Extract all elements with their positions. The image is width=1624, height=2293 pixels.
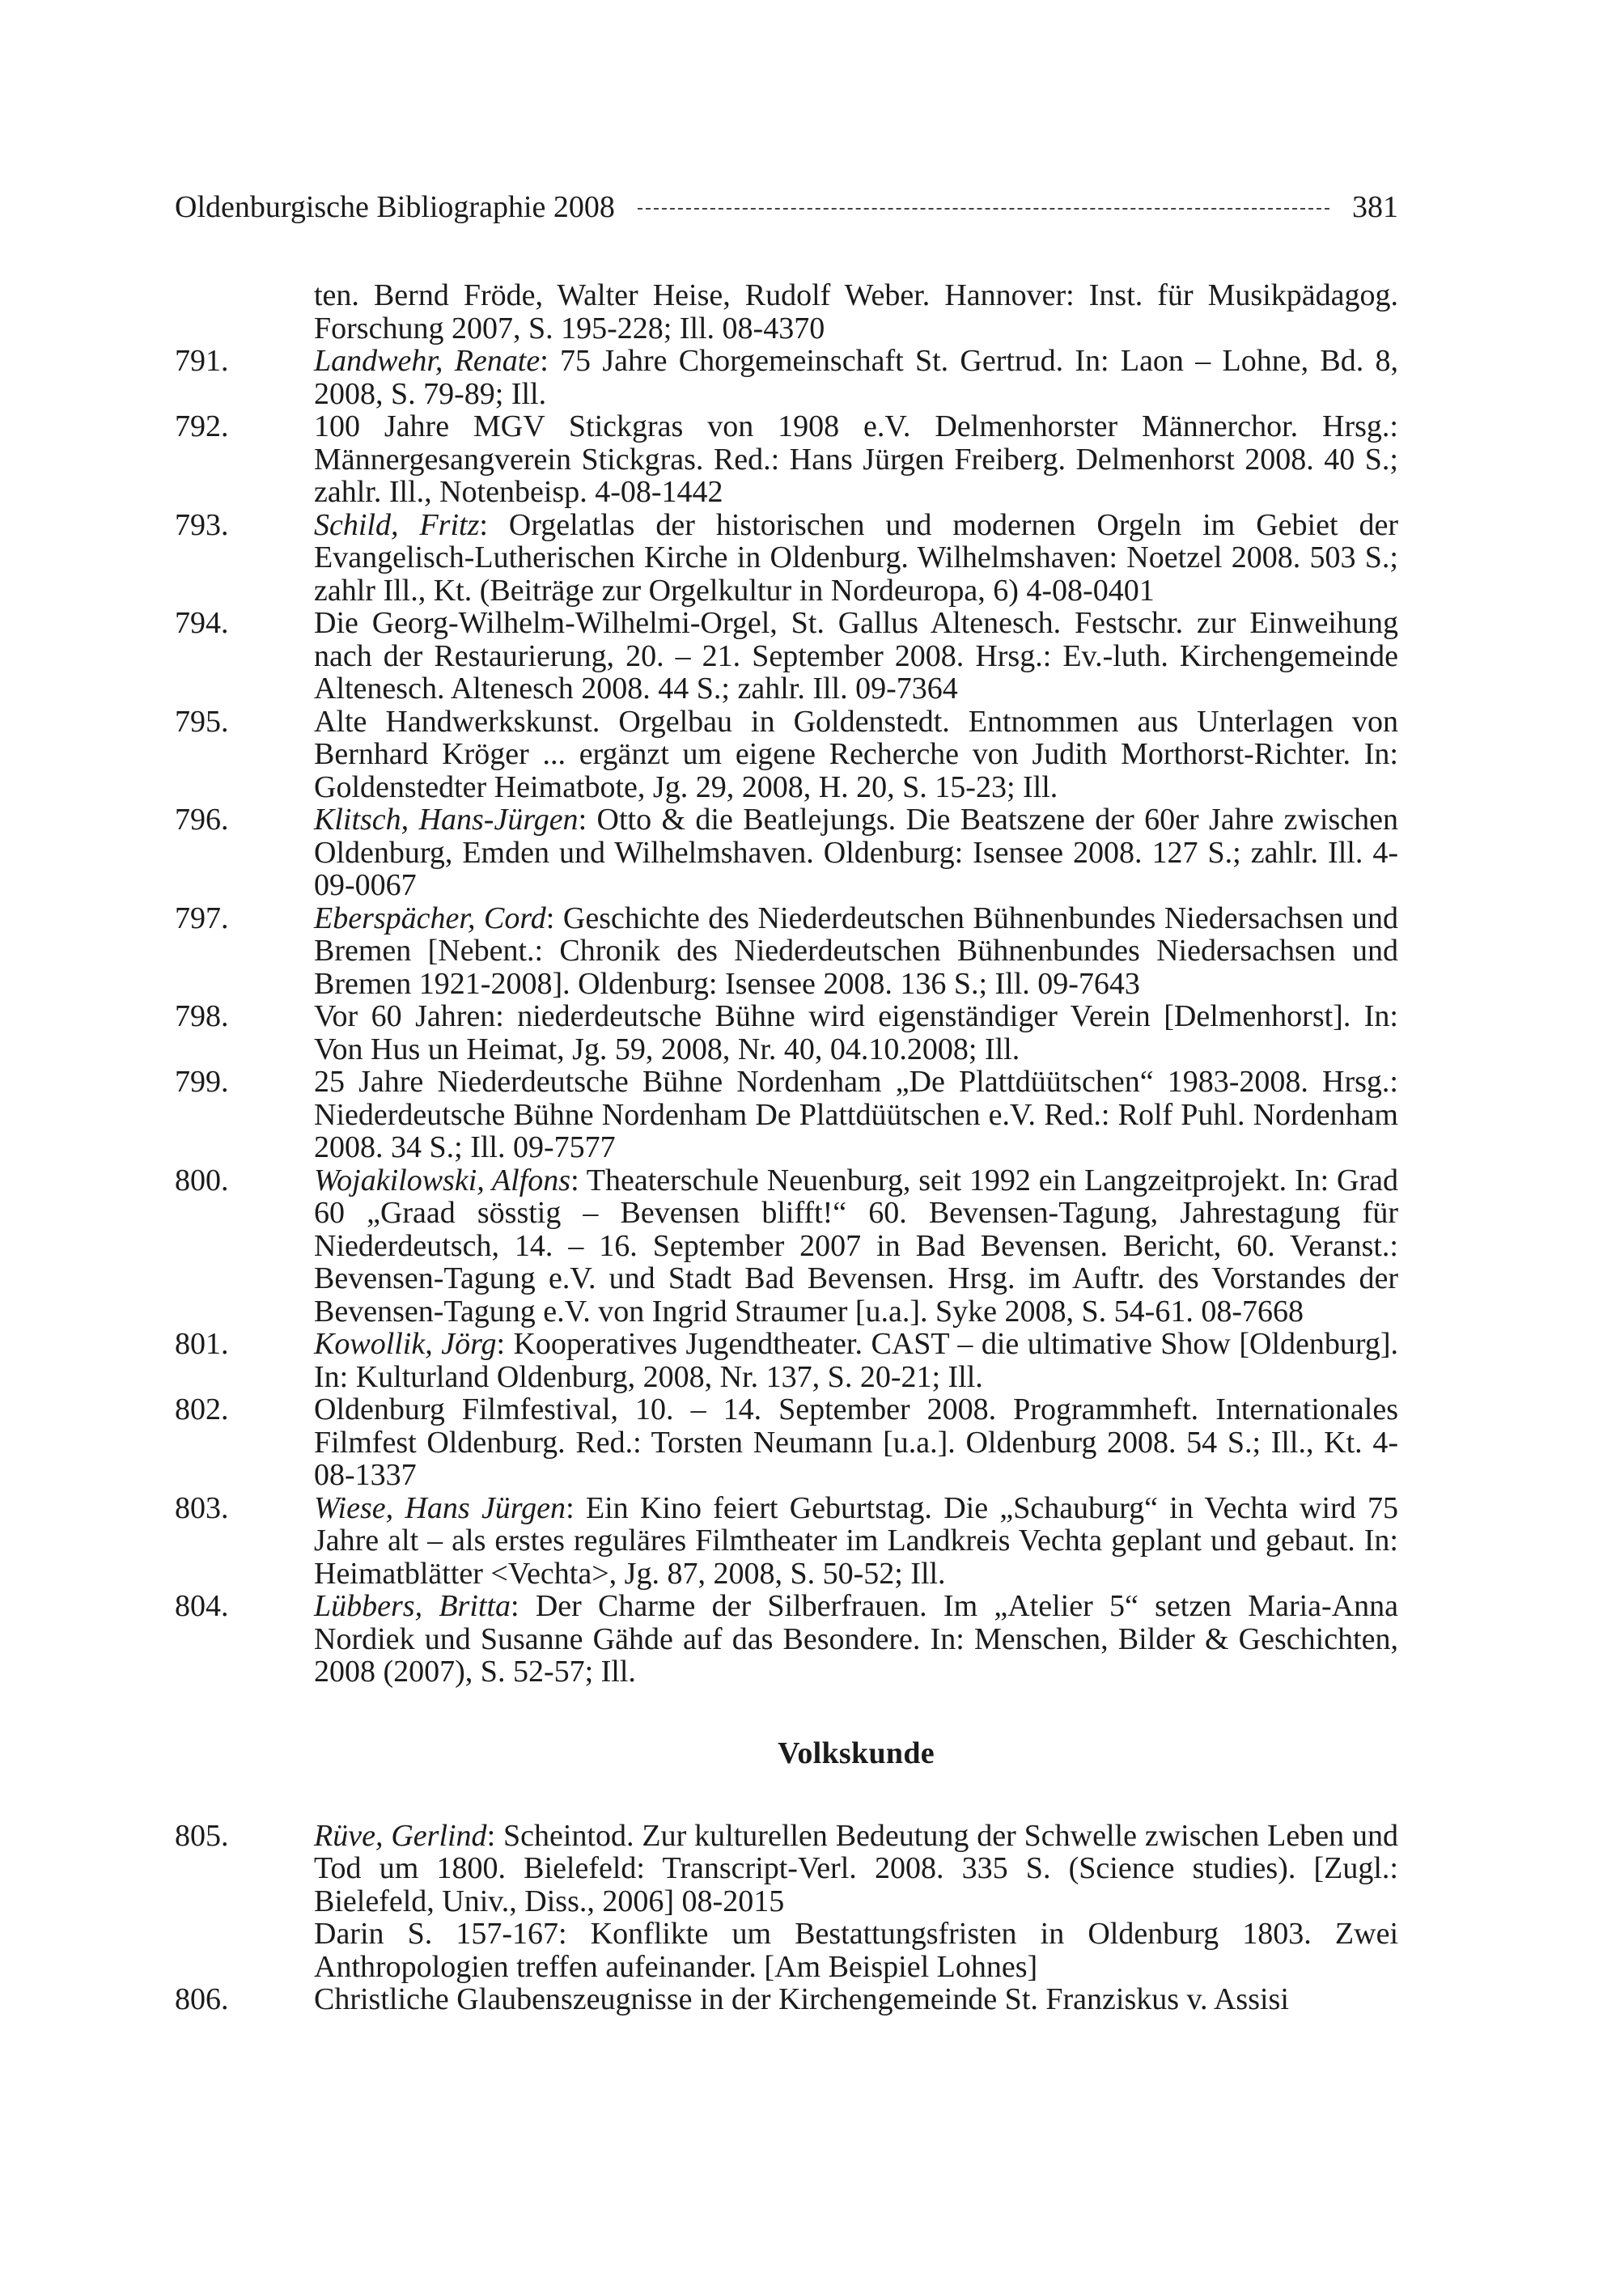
entry-number: 802.	[175, 1392, 229, 1426]
entry-text: Oldenburg Filmfestival, 10. – 14. September 2008. Programmheft. Internationales Filmfest Oldenburg. Red.: Torsten Neumann [u.a.]. Oldenburg 2008. 54 S.; Ill., Kt. 4-08-1337	[314, 1392, 1398, 1492]
entry-text: : Ein Kino feiert Geburtstag. Die „Schauburg“ in Vechta wird 75 Jahre alt – als erstes reguläres Filmtheater im Landkreis Vechta geplant und gebaut. In: Heimatblätter <Vechta>, Jg. 87, 2008, S. 50-52; Ill.	[314, 1490, 1399, 1591]
entry-body	[314, 345, 1398, 410]
entries-group-a	[175, 279, 1398, 1689]
running-header	[175, 183, 1398, 231]
bibliography-entry	[175, 1328, 1398, 1393]
entry-text: Vor 60 Jahren: niederdeutsche Bühne wird eigenständiger Verein [Delmenhorst]. In: Von Hus un Heimat, Jg. 59, 2008, Nr. 40, 04.10.2008; Ill.	[314, 999, 1398, 1066]
entry-number	[175, 279, 314, 345]
entry-body	[314, 1000, 1398, 1066]
entry-body	[314, 902, 1398, 1001]
entry-text: Alte Handwerkskunst. Orgelbau in Goldenstedt. Entnommen aus Unterlagen von Bernhard Kröger ... ergänzt um eigene Recherche von Judith Morthorst-Richter. In: Goldenstedter Heimatbote, Jg. 29, 2008, H. 20, S. 15-23; Ill.	[314, 704, 1398, 804]
bibliography-entry	[175, 902, 1398, 1001]
entry-number: 799.	[175, 1065, 229, 1099]
entry-number: 797.	[175, 901, 229, 935]
entry-text: : Otto & die Beatlejungs. Die Beatszene der 60er Jahre zwischen Oldenburg, Emden und Wilhelmshaven. Oldenburg: Isensee 2008. 127 S.; zahlr. Ill. 4-09-0067	[314, 803, 1398, 902]
entry-body	[314, 706, 1398, 804]
entry-author: Schild, Fritz	[314, 507, 480, 542]
entry-number: 801.	[175, 1327, 229, 1361]
header-rule	[638, 208, 1329, 210]
entry-text: ten. Bernd Fröde, Walter Heise, Rudolf Weber. Hannover: Inst. für Musikpädagog. Forschung 2007, S. 195-228; Ill. 08-4370	[314, 278, 1398, 345]
entry-number: 803.	[175, 1490, 229, 1525]
entry-body	[314, 1820, 1398, 1984]
entry-number: 791.	[175, 344, 229, 378]
bibliography-list	[175, 279, 1398, 2016]
entry-text: : Kooperatives Jugendtheater. CAST – die ultimative Show [Oldenburg]. In: Kulturland Oldenburg, 2008, Nr. 137, S. 20-21; Ill.	[314, 1327, 1398, 1394]
entry-number: 806.	[175, 1982, 229, 2016]
bibliography-entry	[175, 410, 1398, 509]
bibliography-entry	[175, 1983, 1398, 2016]
entry-body	[314, 803, 1398, 902]
bibliography-entry	[175, 1393, 1398, 1492]
entry-body	[314, 1983, 1398, 2016]
entry-text: : Theaterschule Neuenburg, seit 1992 ein Langzeitprojekt. In: Grad 60 „Graad sösstig – Bevensen blifft!“ 60. Bevensen-Tagung, Jahrestagung für Niederdeutsch, 14. – 16. September 2007 in Bad Bevensen. Bericht, 60. Veranst.: Bevensen-Tagung e.V. und Stadt Bad Bevensen. Hrsg. im Auftr. des Vorstandes der Bevensen-Tagung e.V. von Ingrid Straumer [u.a.]. Syke 2008, S. 54-61. 08-7668	[314, 1163, 1398, 1329]
header-title: Oldenburgische Bibliographie 2008	[175, 190, 615, 224]
entry-text: 25 Jahre Niederdeutsche Bühne Nordenham „De Plattdüütschen“ 1983-2008. Hrsg.: Niederdeutsche Bühne Nordenham De Plattdüütschen e.V. Red.: Rolf Puhl. Nordenham 2008. 34 S.; Ill. 09-7577	[314, 1065, 1398, 1164]
entry-number: 794.	[175, 606, 229, 640]
entry-body	[314, 1590, 1398, 1689]
entry-author: Lübbers, Britta	[314, 1589, 511, 1623]
section-heading: Volkskunde	[778, 1736, 935, 1770]
bibliography-entry	[175, 279, 1398, 345]
entry-text: Christliche Glaubenszeugnisse in der Kirchengemeinde St. Franziskus v. Assisi	[314, 1982, 1289, 2016]
entry-body	[314, 607, 1398, 706]
entry-number: 793.	[175, 507, 229, 542]
entry-number: 798.	[175, 999, 229, 1033]
entry-text: : Der Charme der Silberfrauen. Im „Atelier 5“ setzen Maria-Anna Nordiek und Susanne Gähde auf das Besondere. In: Menschen, Bilder & Geschichten, 2008 (2007), S. 52-57; Ill.	[314, 1589, 1399, 1689]
entry-text: : Geschichte des Niederdeutschen Bühnenbundes Niedersachsen und Bremen [Nebent.: Chronik des Niederdeutschen Bühnenbundes Niedersachsen und Bremen 1921-2008]. Oldenburg: Isensee 2008. 136 S.; Ill. 09-7643	[314, 901, 1399, 1001]
entry-author: Landwehr, Renate	[314, 344, 541, 378]
bibliography-entry	[175, 1066, 1398, 1164]
entry-number: 800.	[175, 1163, 229, 1197]
entry-body	[314, 1164, 1398, 1329]
entry-text: : Orgelatlas der historischen und modernen Orgeln im Gebiet der Evangelisch-Lutherischen Kirche in Oldenburg. Wilhelmshaven: Noetzel 2008. 503 S.; zahlr Ill., Kt. (Beiträge zur Orgelkultur in Nordeuropa, 6) 4-08-0401	[314, 507, 1398, 608]
entry-body	[314, 509, 1398, 608]
bibliography-entry	[175, 607, 1398, 706]
bibliography-entry	[175, 1820, 1398, 1984]
bibliography-entry	[175, 509, 1398, 608]
bibliography-entry	[175, 1000, 1398, 1066]
entry-author: Wiese, Hans Jürgen	[314, 1490, 566, 1525]
entry-number: 792.	[175, 409, 229, 443]
entry-number: 804.	[175, 1589, 229, 1623]
entry-author: Kowollik, Jörg	[314, 1327, 497, 1361]
entry-author: Wojakilowski, Alfons	[314, 1163, 571, 1197]
bibliography-entry	[175, 1590, 1398, 1689]
entry-text: Die Georg-Wilhelm-Wilhelmi-Orgel, St. Gallus Altenesch. Festschr. zur Einweihung nach der Restaurierung, 20. – 21. September 2008. Hrsg.: Ev.-luth. Kirchengemeinde Altenesch. Altenesch 2008. 44 S.; zahlr. Ill. 09-7364	[314, 606, 1398, 706]
entries-group-b	[175, 1820, 1398, 2016]
entry-body	[314, 410, 1398, 509]
entry-author: Klitsch, Hans-Jürgen	[314, 803, 579, 837]
entry-author: Eberspächer, Cord	[314, 901, 546, 935]
entry-body	[314, 279, 1398, 345]
entry-number: 795.	[175, 704, 229, 739]
bibliography-entry	[175, 803, 1398, 902]
entry-text: : Scheintod. Zur kulturellen Bedeutung der Schwelle zwischen Leben und Tod um 1800. Bielefeld: Transcript-Verl. 2008. 335 S. (Science studies). [Zugl.: Bielefeld, Univ., Diss., 2006] 08-2015	[314, 1818, 1398, 1918]
entry-body	[314, 1066, 1398, 1164]
entry-text: : 75 Jahre Chorgemeinschaft St. Gertrud. In: Laon – Lohne, Bd. 8, 2008, S. 79-89; Ill.	[314, 344, 1398, 411]
entry-number: 796.	[175, 803, 229, 837]
entry-body	[314, 1492, 1398, 1591]
bibliography-entry	[175, 1492, 1398, 1591]
entry-body	[314, 1328, 1398, 1393]
bibliography-entry	[175, 345, 1398, 410]
entry-author: Rüve, Gerlind	[314, 1818, 487, 1853]
entry-number: 805.	[175, 1818, 229, 1853]
bibliography-entry	[175, 706, 1398, 804]
page-number: 381	[1352, 190, 1398, 224]
entry-note: Darin S. 157-167: Konflikte um Bestattungsfristen in Oldenburg 1803. Zwei Anthropologien treffen aufeinander. [Am Beispiel Lohnes]	[314, 1917, 1398, 1984]
entry-text: 100 Jahre MGV Stickgras von 1908 e.V. Delmenhorster Männerchor. Hrsg.: Männergesangverein Stickgras. Red.: Hans Jürgen Freiberg. Delmenhorst 2008. 40 S.; zahlr. Ill., Notenbeisp. 4-08-1442	[314, 409, 1398, 509]
entry-body	[314, 1393, 1398, 1492]
bibliography-entry	[175, 1164, 1398, 1329]
